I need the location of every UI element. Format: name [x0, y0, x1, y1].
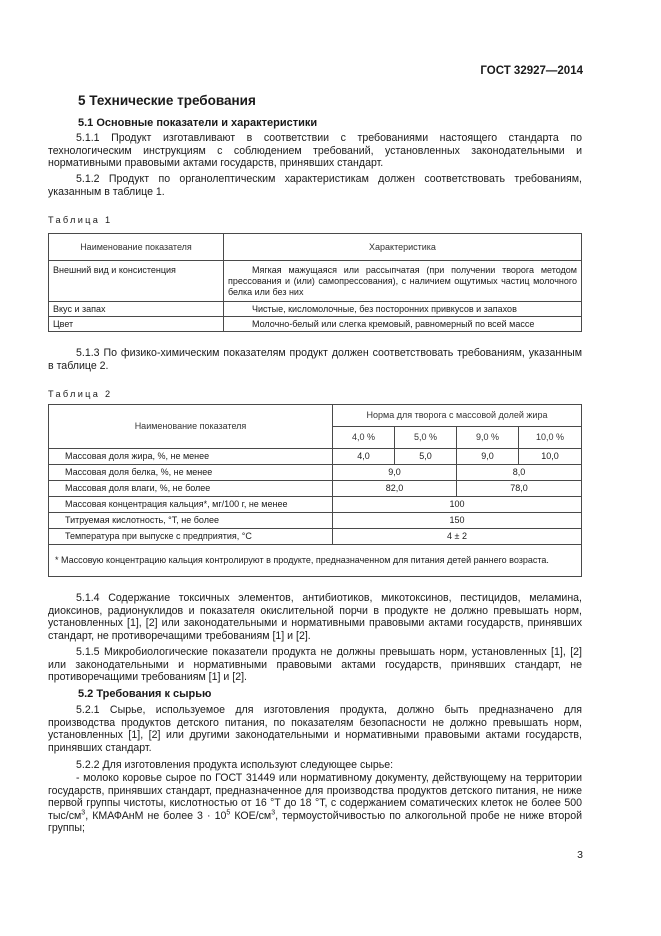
paragraph-5-1-2: 5.1.2 Продукт по органолептическим характеристикам должен соответствовать требованиям, указанным в таблице 1. — [48, 173, 582, 198]
table-2-row-name: Температура при выпуске с предприятия, °С — [49, 529, 333, 545]
paragraph-5-1-4: 5.1.4 Содержание токсичных элементов, антибиотиков, микотоксинов, пестицидов, меламина, диоксинов, радионуклидов и показателя окислительной порчи в продукте не должно превышать норм, установленных [1], [2] или законодательными и нормативными правовыми актами государств, принявших стандарт, не противоречащими требованиям [1] и [2]. — [48, 592, 582, 642]
table-1-row-name: Вкус и запах — [49, 302, 224, 317]
paragraph-5-1-3: 5.1.3 По физико-химическим показателям продукт должен соответствовать требованиям, указанным в таблице 2. — [48, 347, 582, 372]
paragraph-5-2-1: 5.2.1 Сырье, используемое для изготовления продукта, должно быть предназначено для производства продуктов детского питания, по показателям безопасности не должно превышать норм, установленных [1], [2] или другими законодательными и нормативными правовыми актами государств, принявших стандарт. — [48, 704, 582, 754]
table-1-header-name: Наименование показателя — [49, 234, 224, 261]
table-2-row-name: Массовая доля белка, %, не менее — [49, 465, 333, 481]
table-2-cell: 4 ± 2 — [333, 529, 582, 545]
paragraph-5-1-1: 5.1.1 Продукт изготавливают в соответствии с требованиями настоящего стандарта по технологическим инструкциям с соблюдением требований, установленных законодательными и нормативными правовыми актами государств, принявших стандарт. — [48, 132, 582, 170]
table-2-caption: Таблица 2 — [48, 389, 113, 399]
table-2-fat-level: 9,0 % — [457, 427, 519, 449]
table-1 — [48, 233, 582, 332]
table-1-row-value: Молочно-белый или слегка кремовый, равномерный по всей массе — [224, 317, 582, 332]
table-2-cell: 150 — [333, 513, 582, 529]
table-2-fat-level: 5,0 % — [395, 427, 457, 449]
paragraph-5-1-5: 5.1.5 Микробиологические показатели продукта не должны превышать норм, установленных [1], [2] или законодательными и нормативными правовыми актами государств, принявших стандарт, не противоречащими требованиям [1] и [2]. — [48, 646, 582, 684]
table-2-cell: 82,0 — [333, 481, 457, 497]
table-2-fat-level: 10,0 % — [519, 427, 582, 449]
section-title: 5 Технические требования — [78, 93, 256, 108]
table-2-cell: 4,0 — [333, 449, 395, 465]
table-2-cell: 9,0 — [333, 465, 457, 481]
table-1-row-value: Мягкая мажущаяся или рассыпчатая (при получении творога методом прессования и (или) самопрессования), с наличием ощутимых частиц молочного белка или без них — [224, 261, 582, 302]
table-1-row-name: Внешний вид и консистенция — [49, 261, 224, 302]
table-2-cell: 9,0 — [457, 449, 519, 465]
table-1-header-characteristic: Характеристика — [224, 234, 582, 261]
table-2-footnote: * Массовую концентрацию кальция контролируют в продукте, предназначенном для питания детей раннего возраста. — [49, 545, 582, 577]
table-2 — [48, 404, 582, 577]
table-2-row-name: Массовая концентрация кальция*, мг/100 г, не менее — [49, 497, 333, 513]
subsection-title-5-1: 5.1 Основные показатели и характеристики — [78, 117, 318, 129]
paragraph-5-2-2: 5.2.2 Для изготовления продукта используют следующее сырье: — [76, 759, 394, 771]
table-2-cell: 78,0 — [457, 481, 582, 497]
table-2-cell: 100 — [333, 497, 582, 513]
table-1-row-name: Цвет — [49, 317, 224, 332]
table-1-caption: Таблица 1 — [48, 215, 113, 225]
table-2-row-name: Массовая доля влаги, %, не более — [49, 481, 333, 497]
table-2-cell: 8,0 — [457, 465, 582, 481]
table-2-fat-level: 4,0 % — [333, 427, 395, 449]
document-code: ГОСТ 32927—2014 — [480, 65, 583, 77]
raw-milk-list-item: - молоко коровье сырое по ГОСТ 31449 или нормативному документу, действующему на территории государств, принявших стандарт, предназначенное для производства продуктов детского питания, не ниже первой группы чистоты, кислотностью от 16 °Т до 18 °Т, с содержанием соматических клеток не более 500 тыс/$см^3$, КМАФАнМ не более $3 \cdot 10^5$ КОЕ/$см^3$, термоустойчивостью по алкогольной пробе не ниже второй группы; — [48, 772, 583, 835]
table-1-row-value: Чистые, кисломолочные, без посторонних привкусов и запахов — [224, 302, 582, 317]
table-2-header-group: Норма для творога с массовой долей жира — [333, 405, 582, 427]
table-2-cell: 10,0 — [519, 449, 582, 465]
page-number: 3 — [577, 849, 583, 861]
table-2-cell: 5,0 — [395, 449, 457, 465]
subsection-title-5-2: 5.2 Требования к сырью — [78, 688, 212, 700]
table-2-row-name: Титруемая кислотность, °Т, не более — [49, 513, 333, 529]
table-2-row-name: Массовая доля жира, %, не менее — [49, 449, 333, 465]
table-2-header-name: Наименование показателя — [49, 405, 333, 449]
